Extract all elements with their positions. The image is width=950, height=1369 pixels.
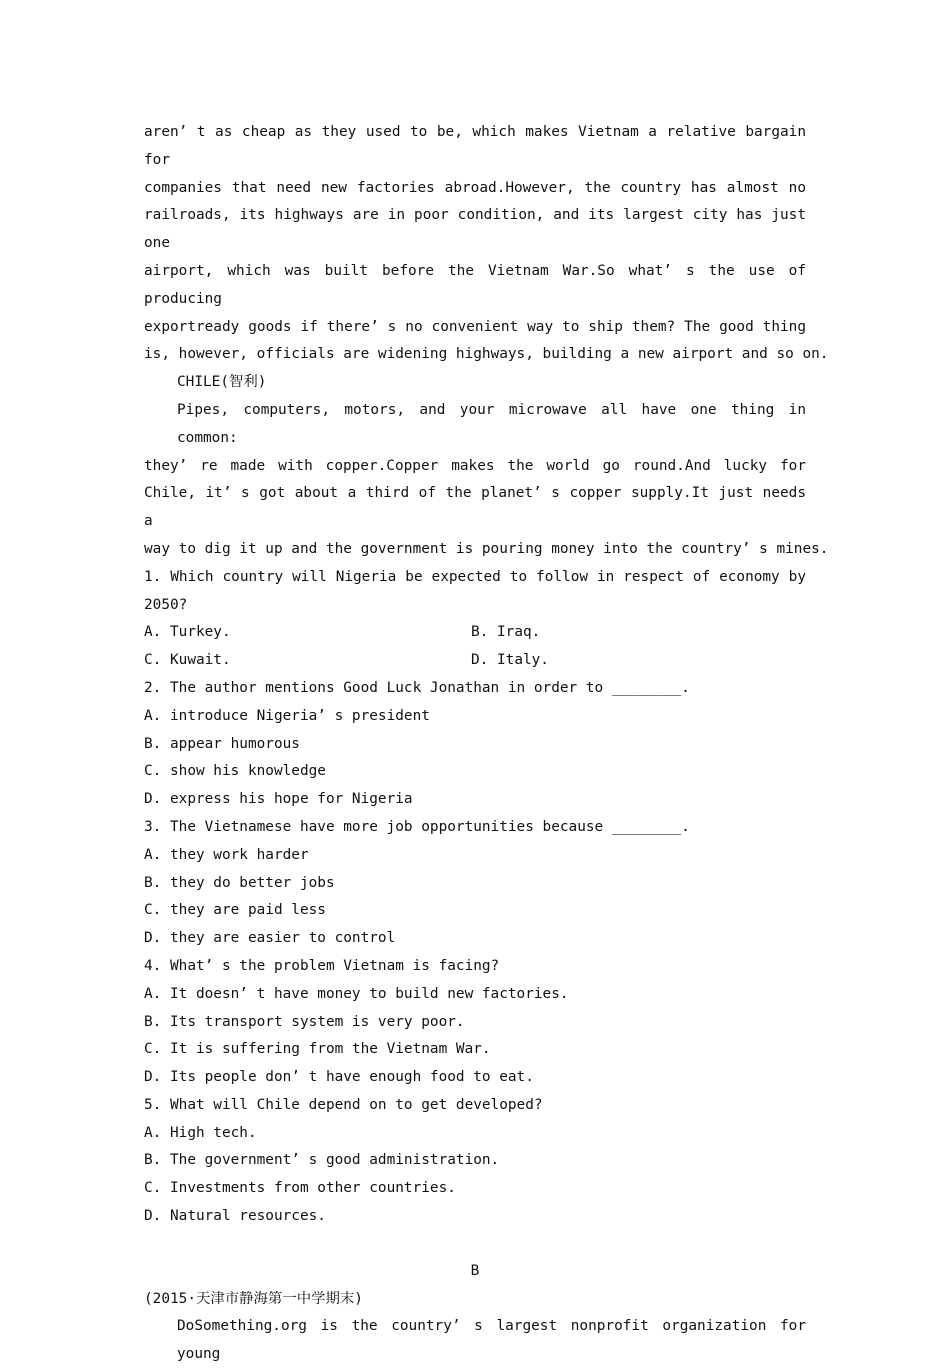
option-b: B. Iraq. xyxy=(471,624,541,641)
passage-line: DoSomething.org is the country’ s largest nonprofit organization for young xyxy=(177,1318,806,1363)
option-d: D. express his hope for Nigeria xyxy=(144,791,413,808)
document-page xyxy=(144,119,829,1369)
passage-line: railroads, its highways are in poor condition, and its largest city has just one xyxy=(144,207,806,252)
question-stem: 1. Which country will Nigeria be expected to follow in respect of economy by xyxy=(144,568,806,585)
option-a: A. It doesn’ t have money to build new factories. xyxy=(144,985,569,1002)
option-b: B. Its transport system is very poor. xyxy=(144,1013,465,1030)
option-b: B. they do better jobs xyxy=(144,874,335,891)
option-a: A. introduce Nigeria’ s president xyxy=(144,707,430,724)
option-d: D. Natural resources. xyxy=(144,1208,326,1225)
section-heading-b: B xyxy=(470,1262,480,1279)
question-stem: 5. What will Chile depend on to get developed? xyxy=(144,1096,543,1113)
option-c: C. Investments from other countries. xyxy=(144,1180,456,1197)
passage-line: they’ re made with copper.Copper makes the world go round.And lucky for xyxy=(144,457,806,474)
option-a: A. High tech. xyxy=(144,1124,257,1141)
option-c: C. show his knowledge xyxy=(144,763,326,780)
option-c: C. Kuwait. xyxy=(144,652,231,669)
section-heading-chile: CHILE(智利) xyxy=(177,374,267,391)
passage-line: exportready goods if there’ s no convenient way to ship them? The good thing xyxy=(144,318,806,335)
option-row xyxy=(144,619,806,647)
source-note: (2015·天津市静海第一中学期末) xyxy=(144,1290,363,1307)
passage-line: Chile, it’ s got about a third of the planet’ s copper supply.It just needs a xyxy=(144,485,806,530)
passage-line: airport, which was built before the Vietnam War.So what’ s the use of producing xyxy=(144,262,806,307)
option-c: C. they are paid less xyxy=(144,902,326,919)
option-c: C. It is suffering from the Vietnam War. xyxy=(144,1041,491,1058)
section-spacer xyxy=(144,1231,806,1258)
option-d: D. Italy. xyxy=(471,652,549,669)
option-d: D. they are easier to control xyxy=(144,930,396,947)
question-stem: 2. The author mentions Good Luck Jonathan in order to ________. xyxy=(144,679,690,696)
option-a: A. Turkey. xyxy=(144,624,231,641)
passage-line: aren’ t as cheap as they used to be, which makes Vietnam a relative bargain for xyxy=(144,124,806,168)
passage-line: companies that need new factories abroad.However, the country has almost no xyxy=(144,179,806,196)
option-d: D. Its people don’ t have enough food to eat. xyxy=(144,1069,534,1086)
option-a: A. they work harder xyxy=(144,846,309,863)
question-stem: 2050? xyxy=(144,596,188,613)
passage-line: is, however, officials are widening highways, building a new airport and so on. xyxy=(144,346,829,363)
passage-line: way to dig it up and the government is pouring money into the country’ s mines. xyxy=(144,540,829,557)
option-b: B. appear humorous xyxy=(144,735,300,752)
question-stem: 3. The Vietnamese have more job opportunities because ________. xyxy=(144,818,690,835)
option-b: B. The government’ s good administration. xyxy=(144,1152,500,1169)
option-row xyxy=(144,647,806,675)
passage-line: Pipes, computers, motors, and your microwave all have one thing in common: xyxy=(177,401,806,446)
question-stem: 4. What’ s the problem Vietnam is facing? xyxy=(144,957,500,974)
